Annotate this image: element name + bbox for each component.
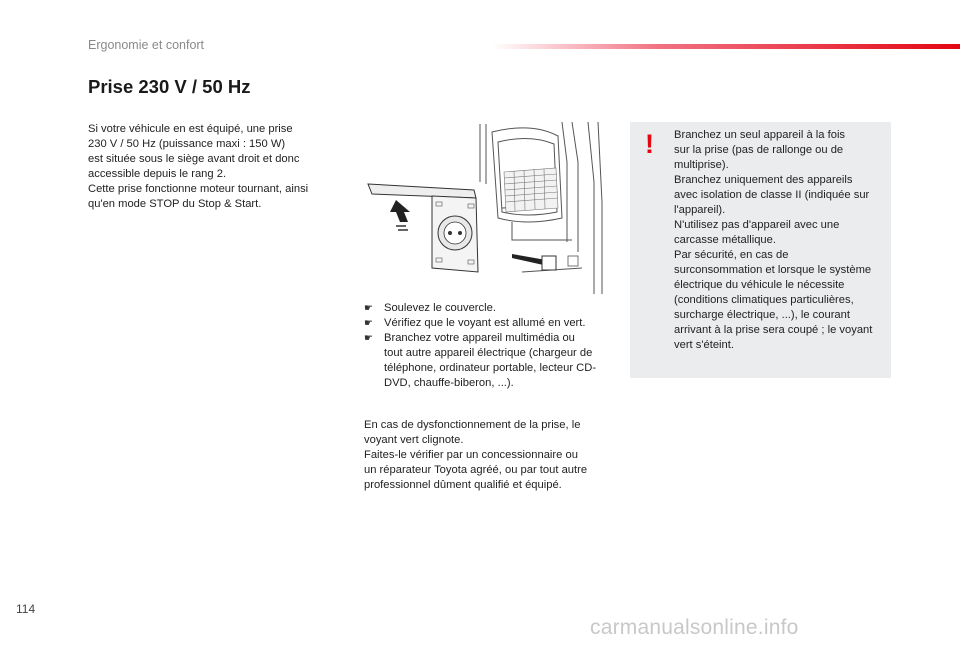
malfunction-line: En cas de dysfonctionnement de la prise, le — [364, 419, 581, 431]
section-header: Ergonomie et confort — [88, 38, 205, 52]
warning-line: surconsommation et lorsque le système — [674, 264, 872, 276]
step-text: téléphone, ordinateur portable, lecteur CD- — [384, 362, 597, 374]
malfunction-line: voyant vert clignote. — [364, 434, 464, 446]
warning-line: carcasse métallique. — [674, 234, 776, 246]
exclamation-icon: ! — [645, 129, 654, 159]
pointing-hand-icon: ☛ — [364, 303, 373, 314]
warning-line: vert s'éteint. — [674, 339, 734, 351]
step-item — [364, 316, 616, 331]
intro-paragraph — [88, 122, 328, 212]
watermark-text: carmanualsonline.info — [590, 616, 799, 639]
pointing-hand-icon: ☛ — [364, 318, 373, 329]
step-item — [364, 301, 616, 316]
intro-line: Cette prise fonctionne moteur tournant, ainsi — [88, 183, 309, 195]
warning-line: Par sécurité, en cas de — [674, 249, 789, 261]
step-item — [364, 331, 616, 391]
instruction-steps — [364, 301, 616, 391]
warning-line: N'utilisez pas d'appareil avec une — [674, 219, 840, 231]
malfunction-line: professionnel dûment qualifié et équipé. — [364, 479, 562, 491]
step-text: DVD, chauffe-biberon, ...). — [384, 377, 514, 389]
warning-line: (conditions climatiques particulières, — [674, 294, 854, 306]
page-number: 114 — [16, 602, 36, 616]
warning-line: l'appareil). — [674, 204, 726, 216]
warning-box — [630, 122, 891, 378]
intro-line: accessible depuis le rang 2. — [88, 168, 227, 180]
step-text: Soulevez le couvercle. — [384, 302, 496, 314]
pointing-hand-icon: ☛ — [364, 333, 373, 344]
malfunction-line: Faites-le vérifier par un concessionnaire ou — [364, 449, 578, 461]
warning-text — [674, 128, 886, 353]
warning-line: avec isolation de classe II (indiquée sur — [674, 189, 870, 201]
socket-illustration — [362, 122, 612, 294]
intro-line: Si votre véhicule en est équipé, une prise — [88, 123, 293, 135]
step-text: Vérifiez que le voyant est allumé en vert. — [384, 317, 586, 329]
warning-line: Branchez un seul appareil à la fois — [674, 129, 846, 141]
intro-line: 230 V / 50 Hz (puissance maxi : 150 W) — [88, 138, 286, 150]
page-title: Prise 230 V / 50 Hz — [88, 76, 251, 97]
warning-line: surcharge électrique, ...), le courant — [674, 309, 850, 321]
step-text: tout autre appareil électrique (chargeur de — [384, 347, 593, 359]
warning-line: Branchez uniquement des appareils — [674, 174, 853, 186]
intro-line: qu'en mode STOP du Stop & Start. — [88, 198, 262, 210]
malfunction-paragraph — [364, 418, 612, 493]
malfunction-line: un réparateur Toyota agréé, ou par tout autre — [364, 464, 588, 476]
warning-line: électrique du véhicule le nécessite — [674, 279, 845, 291]
warning-line: multiprise). — [674, 159, 729, 171]
warning-line: sur la prise (pas de rallonge ou de — [674, 144, 844, 156]
warning-line: arrivant à la prise sera coupé ; le voyant — [674, 324, 873, 336]
intro-line: est située sous le siège avant droit et donc — [88, 153, 300, 165]
step-text: Branchez votre appareil multimédia ou — [384, 332, 575, 344]
header-accent-bar — [492, 44, 960, 49]
